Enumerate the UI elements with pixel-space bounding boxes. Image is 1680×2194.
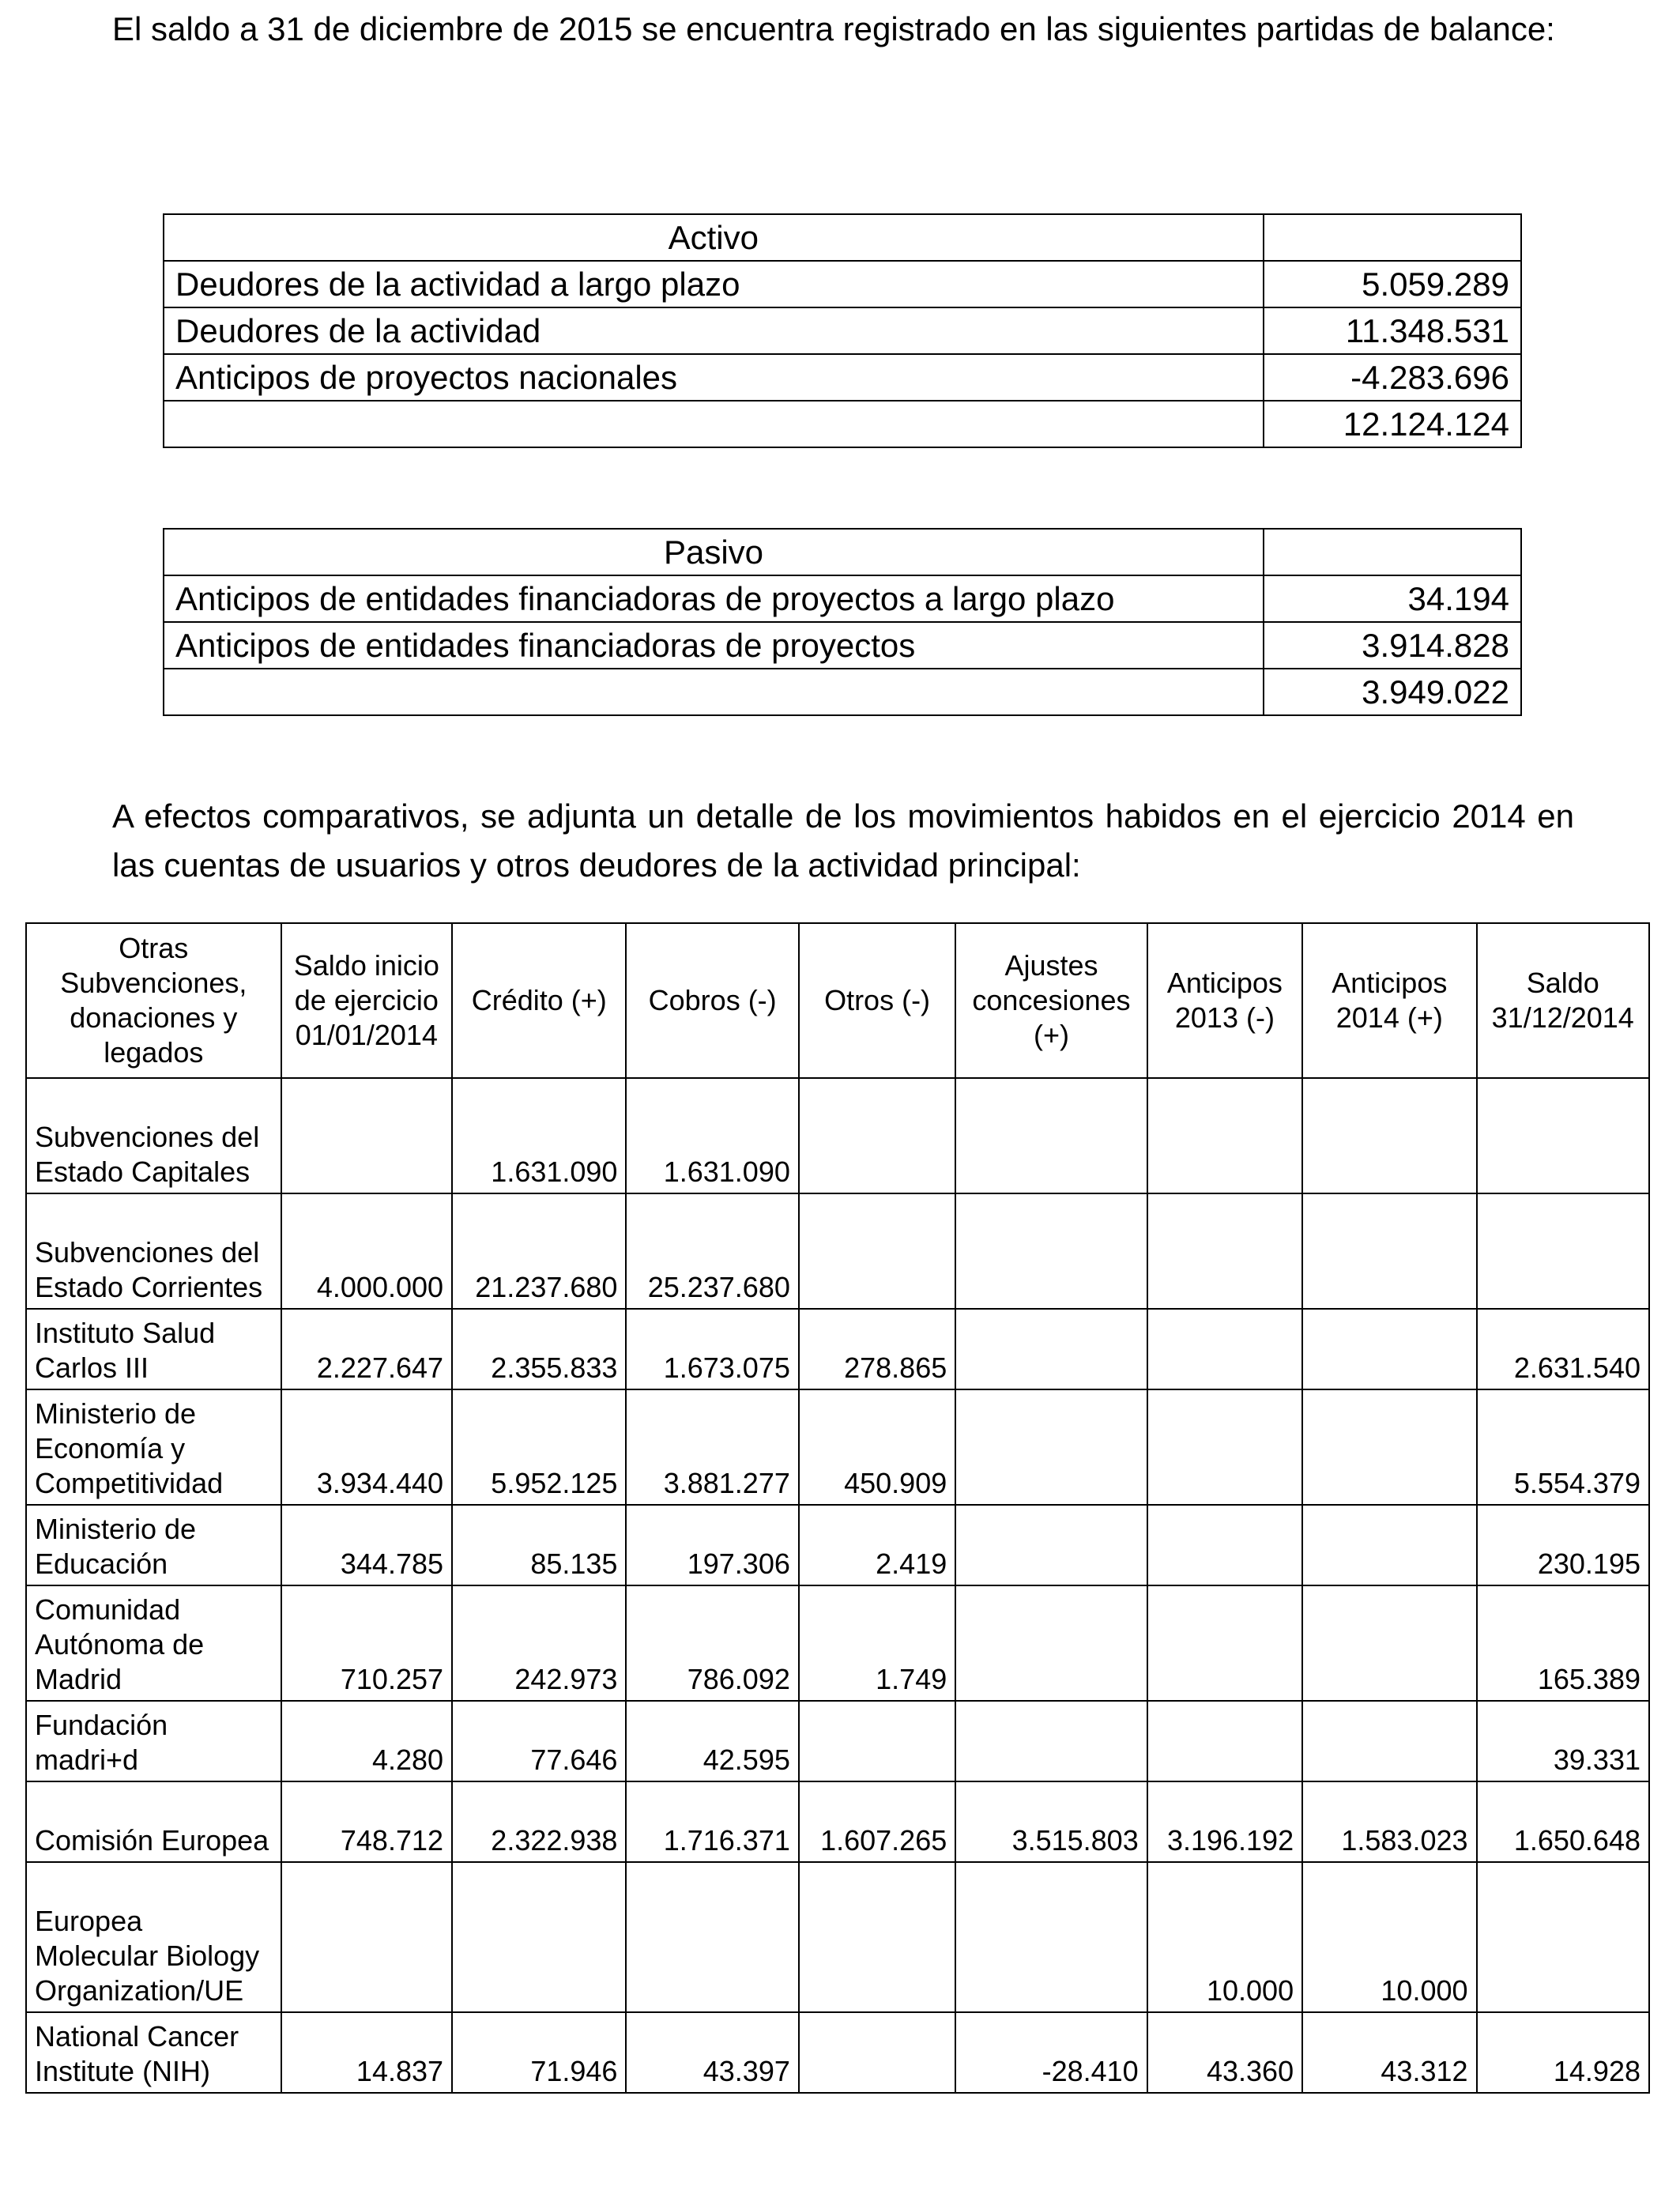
table-row [164,575,1521,622]
total-row [164,669,1521,715]
table-row [26,1781,1649,1862]
table-cell: 25.237.680 [626,1193,798,1309]
table-cell: 450.909 [799,1389,955,1505]
table-cell [955,1862,1147,2012]
intro-paragraph: El saldo a 31 de diciembre de 2015 se encuentra registrado en las siguientes partidas de balance: [112,10,1555,47]
table-cell [1477,1862,1649,2012]
table-cell: -28.410 [955,2012,1147,2093]
table-cell: 42.595 [626,1701,798,1781]
table-cell: 3.196.192 [1147,1781,1302,1862]
table-cell [799,1701,955,1781]
table-cell: 14.837 [281,2012,452,2093]
row-label: Anticipos de entidades financiadoras de proyectos [164,622,1264,669]
row-label: Ministerio de Educación [26,1505,281,1585]
table-cell: 43.312 [1302,2012,1476,2093]
table-cell: 77.646 [452,1701,626,1781]
table-cell: 1.716.371 [626,1781,798,1862]
column-header: Ajustes concesiones (+) [955,923,1147,1078]
table-cell [1147,1193,1302,1309]
table-row [26,1078,1649,1193]
activo-header: Activo [164,214,1264,261]
table-cell [799,1193,955,1309]
table-cell [1147,1701,1302,1781]
column-header: Saldo inicio de ejercicio 01/01/2014 [281,923,452,1078]
table-row [26,1309,1649,1389]
table-cell: 278.865 [799,1309,955,1389]
column-header: Anticipos 2013 (-) [1147,923,1302,1078]
table-cell [1302,1389,1476,1505]
comparative-paragraph: A efectos comparativos, se adjunta un detalle de los movimientos habidos en el ejercicio 2014 en las cuentas de usuarios y otros deudores de la actividad principal: [112,797,1574,884]
table-cell: 43.397 [626,2012,798,2093]
row-value: 34.194 [1264,575,1521,622]
table-cell: 14.928 [1477,2012,1649,2093]
pasivo-header: Pasivo [164,529,1264,575]
row-label: Anticipos de proyectos nacionales [164,354,1264,401]
table-cell [955,1389,1147,1505]
table-cell [1302,1505,1476,1585]
table-cell [1147,1309,1302,1389]
table-cell: 1.631.090 [626,1078,798,1193]
table-cell: 3.881.277 [626,1389,798,1505]
table-row [26,1701,1649,1781]
table-cell: 1.749 [799,1585,955,1701]
table-cell [955,1505,1147,1585]
table-cell [281,1862,452,2012]
table-cell: 1.631.090 [452,1078,626,1193]
movements-table [25,922,1650,2094]
row-label: Europea Molecular Biology Organization/UE [26,1862,281,2012]
row-label: Comunidad Autónoma de Madrid [26,1585,281,1701]
table-cell: 230.195 [1477,1505,1649,1585]
activo-table [163,213,1522,448]
column-header: Saldo 31/12/2014 [1477,923,1649,1078]
row-label: National Cancer Institute (NIH) [26,2012,281,2093]
empty-cell [164,669,1264,715]
row-label: Subvenciones del Estado Capitales [26,1078,281,1193]
table-cell [1302,1193,1476,1309]
table-cell [1302,1309,1476,1389]
row-value: -4.283.696 [1264,354,1521,401]
column-header: Otras Subvenciones, donaciones y legados [26,923,281,1078]
empty-cell [1264,529,1521,575]
row-label: Instituto Salud Carlos III [26,1309,281,1389]
row-label: Anticipos de entidades financiadoras de proyectos a largo plazo [164,575,1264,622]
table-cell: 10.000 [1147,1862,1302,2012]
table-row [164,307,1521,354]
table-cell [1302,1701,1476,1781]
table-row [26,2012,1649,2093]
row-label: Subvenciones del Estado Corrientes [26,1193,281,1309]
table-cell: 1.607.265 [799,1781,955,1862]
table-cell [955,1309,1147,1389]
table-cell: 2.355.833 [452,1309,626,1389]
column-header: Anticipos 2014 (+) [1302,923,1476,1078]
table-row [164,261,1521,307]
table-cell: 10.000 [1302,1862,1476,2012]
table-row [26,1193,1649,1309]
row-label: Deudores de la actividad a largo plazo [164,261,1264,307]
table-cell: 5.952.125 [452,1389,626,1505]
table-cell: 2.631.540 [1477,1309,1649,1389]
column-header: Cobros (-) [626,923,798,1078]
activo-total: 12.124.124 [1264,401,1521,447]
table-cell: 21.237.680 [452,1193,626,1309]
row-label: Comisión Europea [26,1781,281,1862]
table-cell: 2.419 [799,1505,955,1585]
table-cell [799,1862,955,2012]
table-cell: 3.515.803 [955,1781,1147,1862]
empty-cell [1264,214,1521,261]
table-header-row [164,529,1521,575]
table-cell: 1.673.075 [626,1309,798,1389]
table-cell [955,1193,1147,1309]
table-row [26,1389,1649,1505]
row-value: 3.914.828 [1264,622,1521,669]
table-cell: 2.227.647 [281,1309,452,1389]
table-cell: 786.092 [626,1585,798,1701]
empty-cell [164,401,1264,447]
table-cell [281,1078,452,1193]
table-cell: 1.583.023 [1302,1781,1476,1862]
table-cell: 748.712 [281,1781,452,1862]
table-cell [1147,1505,1302,1585]
row-label: Deudores de la actividad [164,307,1264,354]
column-header: Crédito (+) [452,923,626,1078]
table-cell [1302,1078,1476,1193]
table-header-row [26,923,1649,1078]
row-value: 11.348.531 [1264,307,1521,354]
table-cell: 165.389 [1477,1585,1649,1701]
total-row [164,401,1521,447]
table-cell [955,1701,1147,1781]
table-cell: 710.257 [281,1585,452,1701]
table-cell [1302,1585,1476,1701]
table-cell [799,2012,955,2093]
pasivo-total: 3.949.022 [1264,669,1521,715]
table-cell: 242.973 [452,1585,626,1701]
table-cell: 85.135 [452,1505,626,1585]
table-row [164,622,1521,669]
table-row [26,1585,1649,1701]
table-cell [1147,1585,1302,1701]
row-label: Ministerio de Economía y Competitividad [26,1389,281,1505]
table-row [164,354,1521,401]
table-cell: 1.650.648 [1477,1781,1649,1862]
table-row [26,1862,1649,2012]
table-cell [1147,1078,1302,1193]
table-cell [955,1078,1147,1193]
table-cell: 5.554.379 [1477,1389,1649,1505]
table-cell: 71.946 [452,2012,626,2093]
table-cell [955,1585,1147,1701]
table-cell: 4.280 [281,1701,452,1781]
table-cell: 39.331 [1477,1701,1649,1781]
table-cell [1477,1193,1649,1309]
table-row [26,1505,1649,1585]
table-cell: 43.360 [1147,2012,1302,2093]
table-header-row [164,214,1521,261]
table-cell: 4.000.000 [281,1193,452,1309]
pasivo-table [163,528,1522,716]
table-cell [626,1862,798,2012]
table-cell: 3.934.440 [281,1389,452,1505]
column-header: Otros (-) [799,923,955,1078]
table-cell [1477,1078,1649,1193]
table-cell: 344.785 [281,1505,452,1585]
row-label: Fundación madri+d [26,1701,281,1781]
row-value: 5.059.289 [1264,261,1521,307]
table-cell: 2.322.938 [452,1781,626,1862]
table-cell: 197.306 [626,1505,798,1585]
table-cell [1147,1389,1302,1505]
table-cell [799,1078,955,1193]
table-cell [452,1862,626,2012]
